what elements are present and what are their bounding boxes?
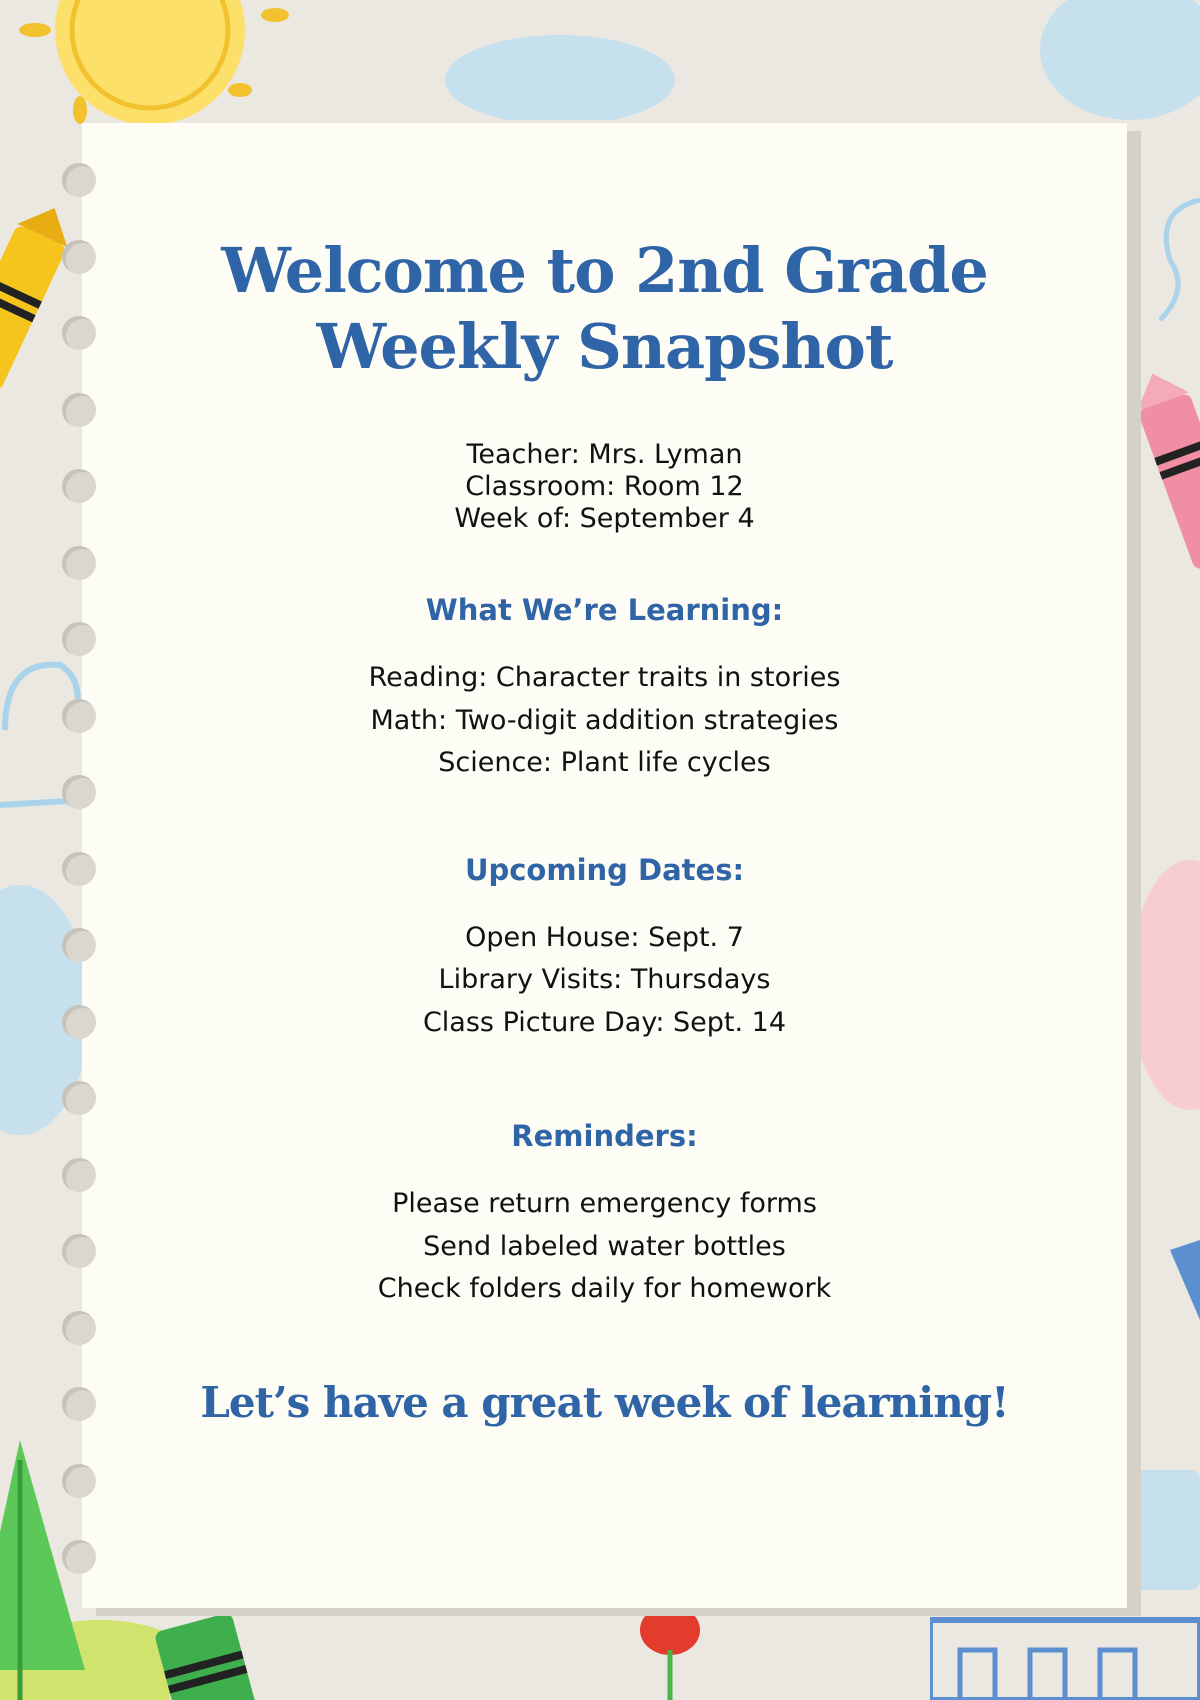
flower-illustration	[630, 1610, 710, 1700]
section-heading-reminders: Reminders:	[511, 1119, 698, 1153]
title-line-1: Welcome to 2nd Grade	[221, 234, 988, 307]
page-title	[82, 233, 1127, 385]
binder-hole	[62, 1540, 96, 1574]
blue-crayon-illustration	[1160, 1240, 1200, 1320]
yellow-crayon-illustration	[0, 200, 70, 400]
week-text: Week of: September 4	[454, 503, 755, 534]
pink-paint-splash	[1130, 850, 1200, 1120]
list-item: Reading: Character traits in stories	[368, 662, 841, 693]
pink-crayon-illustration	[1140, 370, 1200, 570]
list-item: Please return emergency forms	[392, 1188, 817, 1219]
title-line-2: Weekly Snapshot	[316, 310, 893, 383]
teacher-text: Teacher: Mrs. Lyman	[466, 439, 743, 470]
class-info	[82, 439, 1127, 535]
list-item: Class Picture Day: Sept. 14	[422, 1006, 787, 1038]
list-item: Check folders daily for homework	[377, 1273, 832, 1304]
binder-hole	[62, 1464, 96, 1498]
list-item: Math: Two-digit addition strategies	[370, 704, 839, 736]
reminders-list	[82, 1183, 1127, 1311]
learning-list	[82, 657, 1127, 785]
newsletter-content	[82, 123, 1127, 1427]
blue-swirl-doodle-right	[1150, 180, 1200, 340]
list-item: Science: Plant life cycles	[438, 747, 771, 778]
section-heading-dates: Upcoming Dates:	[464, 852, 745, 887]
notebook-paper	[82, 123, 1127, 1608]
list-item: Open House: Sept. 7	[465, 921, 744, 953]
closing-message: Let’s have a great week of learning!	[200, 1377, 1009, 1427]
green-crayon-illustration	[150, 1600, 260, 1700]
section-heading-learning: What We’re Learning:	[425, 593, 784, 627]
dates-list	[82, 917, 1127, 1045]
list-item: Library Visits: Thursdays	[438, 964, 771, 995]
sun-illustration	[0, 0, 290, 130]
list-item: Send labeled water bottles	[423, 1230, 786, 1262]
blue-paint-splash	[440, 20, 680, 120]
classroom-text: Classroom: Room 12	[465, 471, 744, 502]
